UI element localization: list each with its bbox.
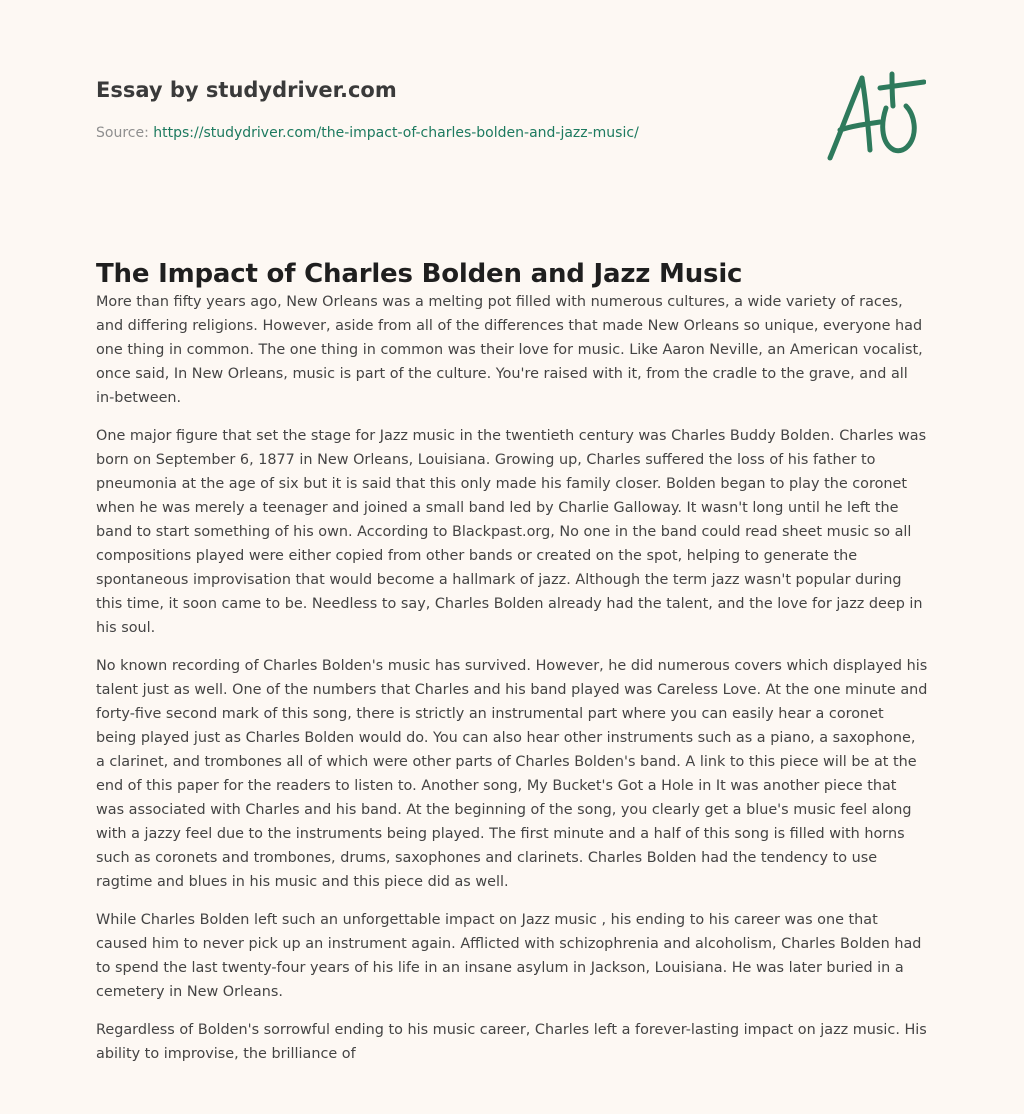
source-label: Source: [96,125,149,141]
a-plus-logo-icon [822,68,926,164]
site-brand: Essay by studydriver.com [96,78,397,102]
essay-paragraph: More than fifty years ago, New Orleans was a melting pot filled with numerous cultures, a wide variety of races, and differing religions. However, aside from all of the differences that made New Orleans so unique, everyone had one thing in common. The one thing in common was their love for music. Like Aaron Neville, an American vocalist, once said, In New Orleans, music is part of the culture. You're raised with it, from the cradle to the grave, and all in-between. [96,294,923,406]
essay-paragraph: Regardless of Bolden's sorrowful ending to his music career, Charles left a forever-lasting impact on jazz music. His ability to improvise, the brilliance of [96,1022,927,1062]
source-line [96,124,639,142]
essay-body [96,290,928,1080]
source-link[interactable]: https://studydriver.com/the-impact-of-charles-bolden-and-jazz-music/ [153,125,639,141]
essay-paragraph: One major figure that set the stage for Jazz music in the twentieth century was Charles Buddy Bolden. Charles was born on September 6, 1877 in New Orleans, Louisiana. Growing up, Charles suffered the loss of his father to pneumonia at the age of six but it is said that this only made his family closer. Bolden began to play the coronet when he was merely a teenager and joined a small band led by Charlie Galloway. It wasn't long until he left the band to start something of his own. According to Blackpast.org, No one in the band could read sheet music so all compositions played were either copied from other bands or created on the spot, helping to generate the spontaneous improvisation that would become a hallmark of jazz. Although the term jazz wasn't popular during this time, it soon came to be. Needless to say, Charles Bolden already had the talent, and the love for jazz deep in his soul. [96,428,927,636]
essay-paragraph: No known recording of Charles Bolden's music has survived. However, he did numerous covers which displayed his talent just as well. One of the numbers that Charles and his band played was Careless Love. At the one minute and forty-five second mark of this song, there is strictly an instrumental part where you can easily hear a coronet being played just as Charles Bolden would do. You can also hear other instruments such as a piano, a saxophone, a clarinet, and trombones all of which were other parts of Charles Bolden's band. A link to this piece will be at the end of this paper for the readers to listen to. Another song, My Bucket's Got a Hole in It was another piece that was associated with Charles and his band. At the beginning of the song, you clearly get a blue's music feel along with a jazzy feel due to the instruments being played. The first minute and a half of this song is filled with horns such as coronets and trombones, drums, saxophones and clarinets. Charles Bolden had the tendency to use ragtime and blues in his music and this piece did as well. [96,658,928,890]
essay-paragraph: While Charles Bolden left such an unforgettable impact on Jazz music , his ending to his career was one that caused him to never pick up an instrument again. Afflicted with schizophrenia and alcoholism, Charles Bolden had to spend the last twenty-four years of his life in an insane asylum in Jackson, Louisiana. He was later buried in a cemetery in New Orleans. [96,912,922,1000]
essay-title: The Impact of Charles Bolden and Jazz Music [96,259,743,289]
